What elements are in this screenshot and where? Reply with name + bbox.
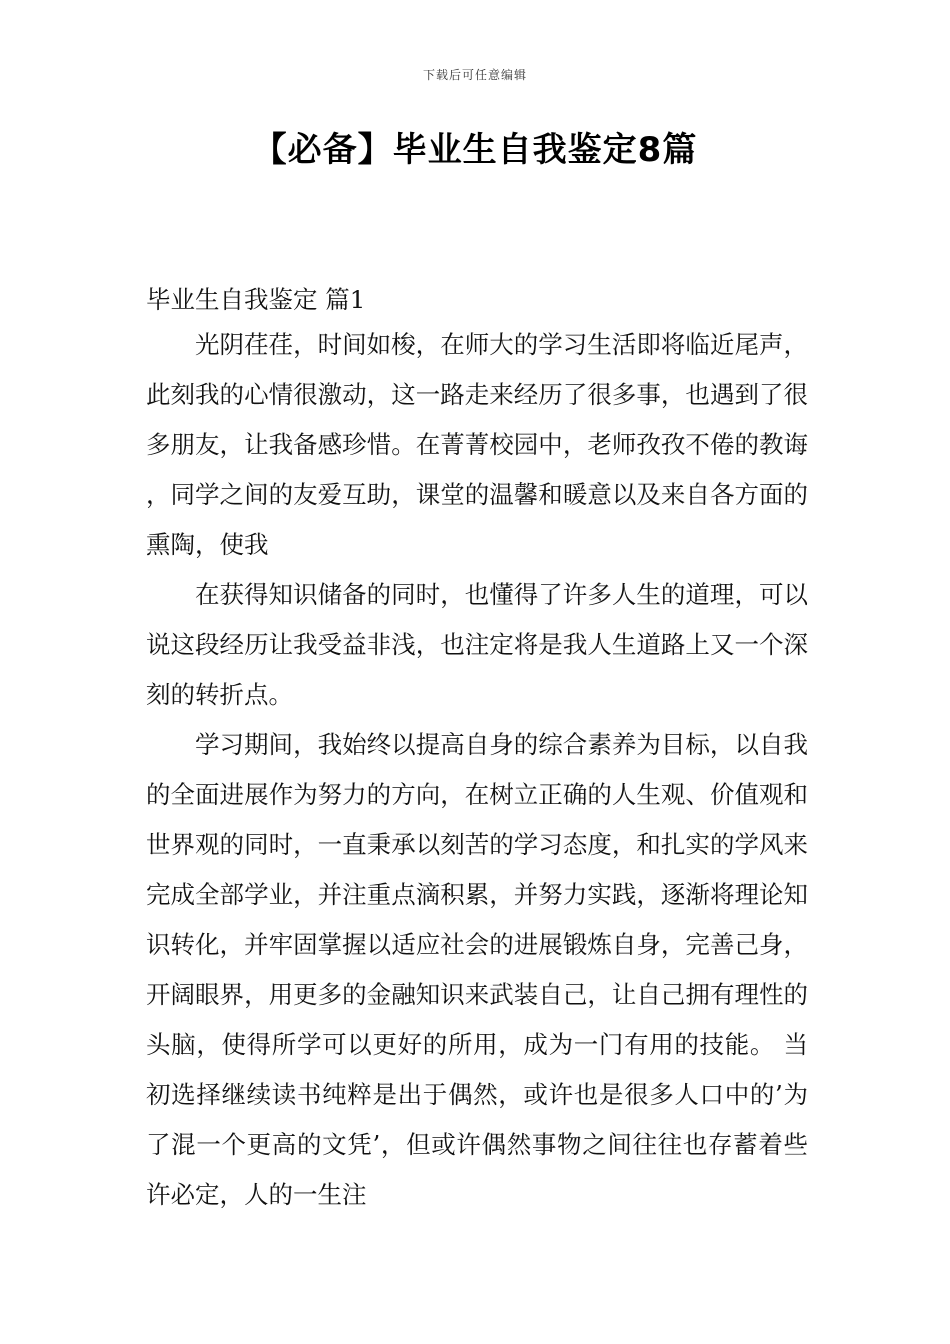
document-body [146, 280, 808, 1220]
paragraph-3: 学习期间，我始终以提高自身的综合素养为目标，以自我的全面进展作为努力的方向，在树立正确的人生观、价值观和世界观的同时，一直秉承以刻苦的学习态度，和扎实的学风来完成全部学业，并注重点滴积累，并努力实践，逐渐将理论知识转化，并牢固掌握以适应社会的进展锻炼自身，完善己身，开阔眼界，用更多的金融知识来武装自己，让自己拥有理性的头脑，使得所学可以更好的所用，成为一门有用的技能。 当初选择继续读书纯粹是出于偶然，或许也是很多人口中的’为了混一个更高的文凭’，但或许偶然事物之间往往也存蓄着些许必定，人的一生注 [146, 730, 808, 1209]
paragraph-1: 光阴荏荏，时间如梭，在师大的学习生活即将临近尾声，此刻我的心情很激动，这一路走来经历了很多事，也遇到了很多朋友，让我备感珍惜。在菁菁校园中，老师孜孜不倦的教诲，同学之间的友爱互助，课堂的温馨和暖意以及来自各方面的熏陶，使我 [146, 330, 808, 559]
header-note: 下载后可任意编辑 [422, 68, 527, 82]
document-title: 【必备】毕业生自我鉴定8篇 [252, 130, 698, 170]
paragraph-2: 在获得知识储备的同时，也懂得了许多人生的道理，可以说这段经历让我受益非浅，也注定将是我人生道路上又一个深刻的转折点。 [146, 580, 808, 709]
section-heading: 毕业生自我鉴定 篇1 [146, 285, 366, 314]
